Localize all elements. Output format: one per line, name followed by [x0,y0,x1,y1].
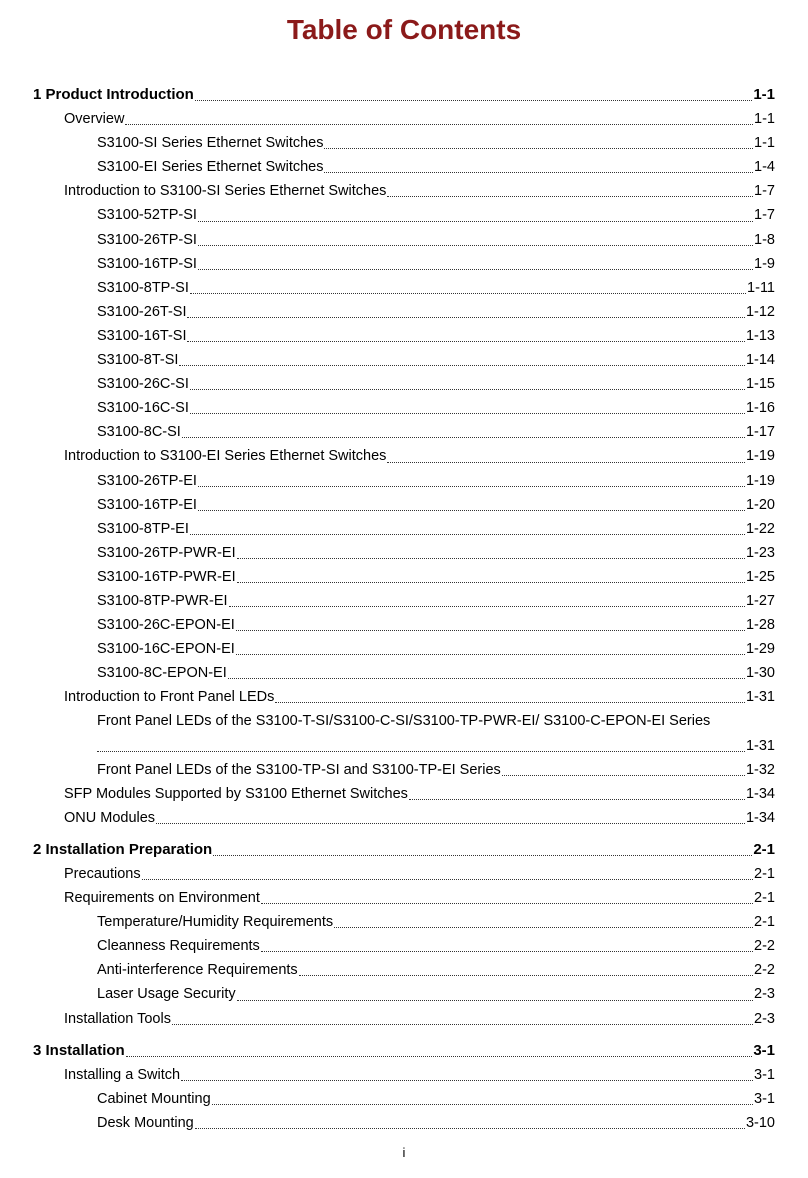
dot-leader [198,486,745,487]
dot-leader [324,148,753,149]
chapter-3-entries [33,1063,775,1135]
toc-entry-page: 2-1 [754,890,775,907]
dot-leader [179,365,745,366]
dot-leader [126,1056,753,1057]
toc-entry-page: 1-16 [745,400,775,417]
dot-leader [236,630,745,631]
dot-leader [187,317,744,318]
toc-entry-label: S3100-16C-SI [97,400,189,417]
toc-entry-label: Laser Usage Security [97,986,236,1003]
toc-entry[interactable] [33,613,775,637]
dot-leader [299,975,753,976]
dot-leader [125,124,753,125]
toc-entry[interactable] [33,444,775,468]
toc-entry-page: 1-15 [745,376,775,393]
chapter-1-entries-continued [33,758,775,830]
toc-entry-page: 1-27 [745,592,775,609]
dot-leader [198,221,753,222]
dot-leader [237,582,745,583]
toc-entry-page: 2-3 [754,1010,775,1027]
toc-entry[interactable] [33,958,775,982]
toc-entry-page: 3-10 [745,1114,775,1131]
toc-entry-label: 1 Product Introduction [33,86,194,103]
toc-entry-label: Precautions [64,866,141,882]
dot-leader [142,879,753,880]
toc-entry-page: 1-30 [745,665,775,682]
toc-entry-page: 1-1 [753,86,775,103]
toc-entry[interactable] [33,300,775,324]
toc-entry-page: 1-31 [745,737,775,754]
toc-entry[interactable] [33,862,775,886]
toc-entry-label: S3100-26TP-SI [97,231,197,248]
toc-entry-label: Front Panel LEDs of the S3100-TP-SI and S3100-TP-EI Series [97,761,501,778]
dot-leader [198,245,753,246]
toc-entry-label: S3100-52TP-SI [97,207,197,224]
toc-entry-label: S3100-16TP-EI [97,496,197,513]
dot-leader [229,606,745,607]
toc-entry-label: S3100-16TP-SI [97,255,197,272]
toc-entry[interactable] [33,982,775,1006]
chapter-2-entries [33,862,775,1031]
toc-entry-label: Introduction to S3100-EI Series Ethernet Switches [64,448,387,465]
toc-entry[interactable] [33,372,775,396]
toc-entry-page: 1-31 [745,689,775,706]
toc-entry-label: Front Panel LEDs of the S3100-T-SI/S3100-C-SI/S3100-TP-PWR-EI/ S3100-C-EPON-EI Series [97,713,711,730]
page-title: Table of Contents [286,14,522,45]
toc-entry-page: 3-1 [754,1090,775,1107]
toc-entry-page: 1-34 [745,785,775,802]
toc-entry[interactable] [33,493,775,517]
toc-entry[interactable] [33,806,775,830]
toc-entry[interactable] [33,203,775,227]
dot-leader [502,775,745,776]
toc-entry-label: S3100-26C-EPON-EI [97,617,235,634]
toc-entry-label: S3100-16C-EPON-EI [97,641,235,658]
toc-entry-page: 1-19 [745,448,775,465]
dot-leader [97,751,745,752]
dot-leader [387,462,745,463]
toc-entry-page: 2-2 [754,962,775,979]
toc-entry-label: S3100-8C-EPON-EI [97,665,227,682]
toc-entry[interactable] [33,228,775,252]
dot-leader [236,654,745,655]
dot-leader [228,678,745,679]
toc-entry-page: 1-20 [745,496,775,513]
toc-entry[interactable] [33,252,775,276]
toc-entry-label: Temperature/Humidity Requirements [97,914,334,931]
dot-leader [190,413,745,414]
toc-entry-label: Installing a Switch [64,1066,181,1083]
toc-entry-label: Desk Mounting [97,1114,194,1131]
toc-entry-page: 3-1 [753,1041,775,1059]
toc-entry[interactable] [33,324,775,348]
chapter-1-entries [33,107,775,709]
toc-entry-label: Introduction to Front Panel LEDs [64,689,275,706]
toc-chapter-2[interactable] [33,838,775,862]
dot-leader [198,269,753,270]
toc-entry-label: S3100-SI Series Ethernet Switches [97,135,324,152]
dot-leader [195,100,752,101]
toc-entry-label: S3100-EI Series Ethernet Switches [97,159,324,176]
dot-leader [181,1080,753,1081]
toc-entry-page: 1-23 [745,544,775,561]
toc-entry[interactable] [33,1087,775,1111]
toc-entry-label: Installation Tools [64,1010,171,1027]
toc-entry-label: S3100-8C-SI [97,424,181,441]
toc-entry-page: 1-12 [745,303,775,320]
toc-entry[interactable] [33,155,775,179]
toc-entry[interactable] [33,107,775,131]
dot-leader [195,1128,745,1129]
toc-entry-page: 1-9 [754,255,775,272]
toc-entry-label: SFP Modules Supported by S3100 Ethernet Switches [64,785,408,802]
dot-leader [324,172,753,173]
toc-entry-page: 1-13 [745,327,775,344]
toc-entry[interactable] [33,396,775,420]
toc-chapter-3[interactable] [33,1039,775,1063]
toc-entry-page: 2-1 [754,866,775,882]
toc-entry[interactable] [33,517,775,541]
toc-entry-label: S3100-8TP-EI [97,520,189,537]
toc-entry-page: 1-25 [745,568,775,585]
toc-entry-page: 2-3 [754,986,775,1003]
toc-entry[interactable] [33,758,775,782]
toc-entry-label: Cleanness Requirements [97,938,260,955]
toc-entry-label: S3100-26C-SI [97,376,189,393]
toc-entry-page: 1-7 [754,207,775,224]
dot-leader [190,389,745,390]
toc-entry-page: 3-1 [754,1066,775,1083]
dot-leader [190,293,746,294]
toc-entry-label: S3100-8TP-SI [97,279,189,296]
toc-entry-page: 2-2 [754,938,775,955]
toc-entry-label: Introduction to S3100-SI Series Ethernet Switches [64,183,387,200]
dot-leader [212,1104,753,1105]
toc-entry-label: 2 Installation Preparation [33,840,213,858]
toc-entry-page: 1-1 [754,135,775,152]
toc-entry[interactable] [33,589,775,613]
toc-entry[interactable] [33,637,775,661]
toc-entry-label: Requirements on Environment [64,890,260,907]
toc-entry-label: Overview [64,111,125,128]
toc-entry-page: 1-14 [745,352,775,369]
toc-entry-page: 1-34 [745,809,775,826]
dot-leader [275,702,745,703]
toc-entry-label: S3100-26TP-PWR-EI [97,544,236,561]
toc-entry-page: 2-1 [753,840,775,858]
toc-entry[interactable] [33,131,775,155]
toc-entry-label: S3100-26TP-EI [97,472,197,489]
toc-entry-page: 2-1 [754,914,775,931]
toc-entry-label: ONU Modules [64,809,156,826]
toc-entry-wrapped[interactable] [33,709,775,757]
toc-entry-page: 1-28 [745,617,775,634]
toc-entry-page: 1-19 [745,472,775,489]
toc-entry[interactable] [33,276,775,300]
toc-entry-page: 1-4 [754,159,775,176]
toc-entry[interactable] [33,934,775,958]
toc-entry[interactable] [33,1007,775,1031]
toc-entry[interactable] [33,1063,775,1087]
toc-entry-page: 1-7 [754,183,775,200]
toc-entry[interactable] [33,910,775,934]
toc-entry[interactable] [33,565,775,589]
toc-entry-page: 1-1 [754,111,775,128]
toc-entry-page: 1-32 [745,761,775,778]
toc-entry[interactable] [33,469,775,493]
toc-entry-label: S3100-26T-SI [97,303,187,320]
dot-leader [190,534,745,535]
dot-leader [213,855,752,856]
toc-entry[interactable] [33,179,775,203]
dot-leader [334,927,753,928]
toc-entry[interactable] [33,661,775,685]
dot-leader [237,1000,753,1001]
toc-entry-label: 3 Installation [33,1041,125,1059]
toc-entry-label: S3100-8TP-PWR-EI [97,592,228,609]
toc-entry-label: Cabinet Mounting [97,1090,211,1107]
toc-entry-label: S3100-16T-SI [97,327,187,344]
toc-entry-page: 1-29 [745,641,775,658]
toc-entry-label: Anti-interference Requirements [97,962,298,979]
dot-leader [237,558,745,559]
toc-entry-page: 1-22 [745,520,775,537]
toc-entry-page: 1-11 [747,279,775,296]
toc-entry[interactable] [33,685,775,709]
dot-leader [198,510,745,511]
toc-entry[interactable] [33,348,775,372]
table-of-contents [33,82,775,1135]
dot-leader [261,903,753,904]
toc-entry-label: S3100-8T-SI [97,352,179,369]
dot-leader [156,823,745,824]
dot-leader [187,341,744,342]
dot-leader [387,196,753,197]
toc-entry[interactable] [33,420,775,444]
dot-leader [261,951,753,952]
dot-leader [172,1024,753,1025]
toc-chapter-1[interactable] [33,83,775,107]
page-number-footer: i [402,1145,406,1160]
toc-entry-page: 1-8 [754,231,775,248]
toc-entry[interactable] [33,782,775,806]
toc-entry[interactable] [33,541,775,565]
toc-entry[interactable] [33,1111,775,1135]
dot-leader [182,437,745,438]
toc-entry[interactable] [33,886,775,910]
toc-entry-label: S3100-16TP-PWR-EI [97,568,236,585]
dot-leader [409,799,745,800]
toc-entry-page: 1-17 [745,424,775,441]
